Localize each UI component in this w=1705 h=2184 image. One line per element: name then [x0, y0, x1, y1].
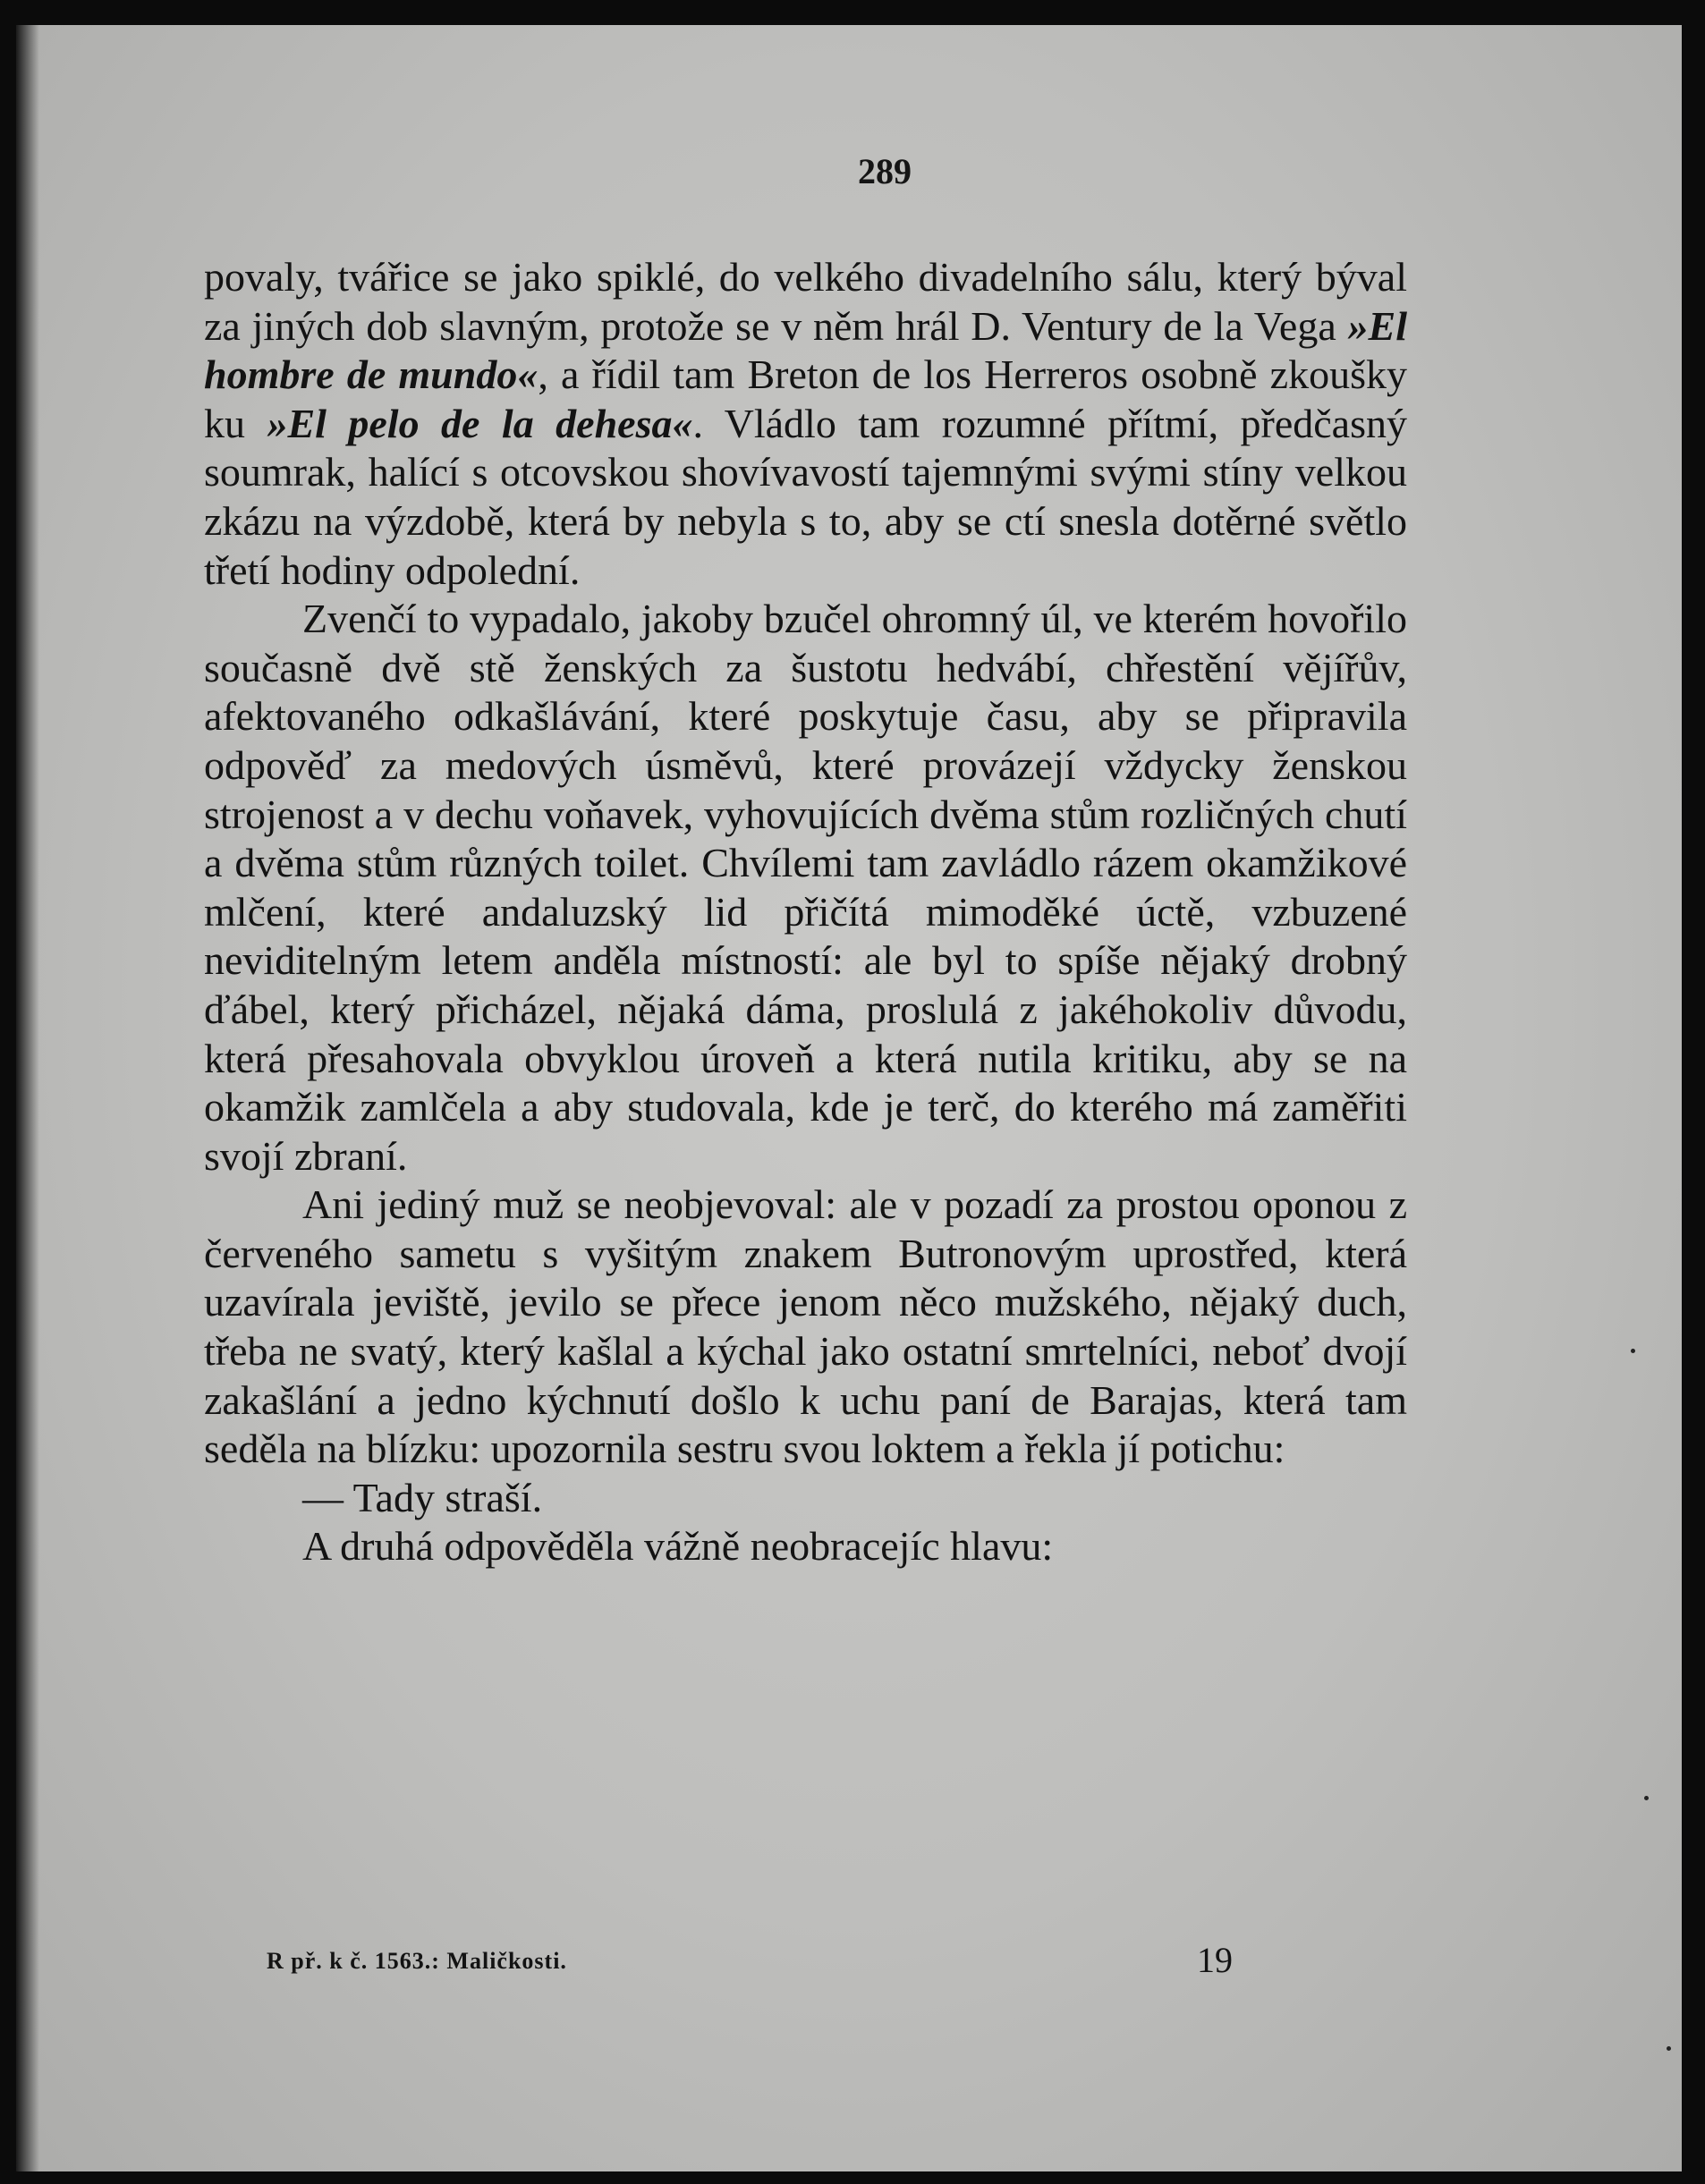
paragraph: [204, 1522, 1407, 1571]
scan-speck: [1644, 1796, 1649, 1800]
text-segment: Ani jediný muž se neobjevoval: ale v pozadí za prostou oponou z červeného sametu s vyšitým znakem Butronovým uprostřed, která uzavírala jeviště, jevilo se přece jenom něco mužského, nějaký duch, třeba ne svatý, který kašlal a kýchal jako ostatní smrtelníci, neboť dvojí zakašlání a jedno kýchnutí došlo k uchu paní de Barajas, která tam seděla na blízku: upozornila sestru svou loktem a řekla jí potichu:: [204, 1181, 1407, 1472]
text-segment: Zvenčí to vypadalo, jakoby bzučel ohromný úl, ve kterém hovořilo současně dvě stě ženských za šustotu hedvábí, chřestění vějířův, afektovaného odkašlávání, které poskytuje času, aby se připravila odpověď za medových úsměvů, které provázejí vždycky ženskou strojenost a v dechu voňavek, vyhovujících dvěma stům rozličných chutí a dvěma stům různých toilet. Chvílemi tam zavládlo rázem okamžikové mlčení, které andaluzský lid přičítá mimoděké úctě, vzbuzené neviditelným letem anděla místností: ale byl to spíše nějaký drobný ďábel, který přicházel, nějaká dáma, proslulá z jakéhokoliv důvodu, která přesahovala obvyklou úroveň a která nutila kritiku, aby se na okamžik zamlčela a aby studovala, kde je terč, do kterého má zaměřiti svojí zbraní.: [204, 596, 1407, 1179]
text-segment: A druhá odpověděla vážně neobracejíc hlavu:: [302, 1523, 1054, 1570]
body-text: [204, 253, 1407, 1571]
page-footer: [267, 1940, 1251, 1980]
paragraph: [204, 1181, 1407, 1474]
italic-title: »El pelo de la dehesa«: [267, 400, 693, 446]
scan-speck: [1631, 1349, 1635, 1353]
printer-signature: R př. k č. 1563.: Maličkosti.: [267, 1948, 567, 1974]
paragraph: [204, 253, 1407, 595]
sheet-number: 19: [1197, 1940, 1233, 1980]
text-segment: povaly, tvářice se jako spiklé, do velkého divadelního sálu, který býval za jiných dob slavným, protože se v něm hrál D. Ventury de la Vega: [204, 254, 1407, 349]
page-number: 289: [858, 151, 912, 191]
italic-title: »El hombre de mundo«: [204, 302, 1407, 398]
text-segment: — Tady straší.: [302, 1474, 543, 1520]
text-segment: , a řídil tam Breton de los Herreros osobně zkoušky ku: [204, 351, 1407, 446]
page-edge-shadow: [16, 25, 39, 2171]
paragraph: [204, 595, 1407, 1181]
scan-speck: [1667, 2046, 1671, 2051]
paragraph: [204, 1474, 1407, 1523]
text-segment: . Vládlo tam rozumné přítmí, předčasný soumrak, halící s otcovskou shovívavostí tajemnými svými stíny velkou zkázu na výzdobě, která by nebyla s to, aby se ctí snesla dotěrné světlo třetí hodiny odpolední.: [204, 400, 1407, 593]
book-page: [16, 25, 1682, 2171]
